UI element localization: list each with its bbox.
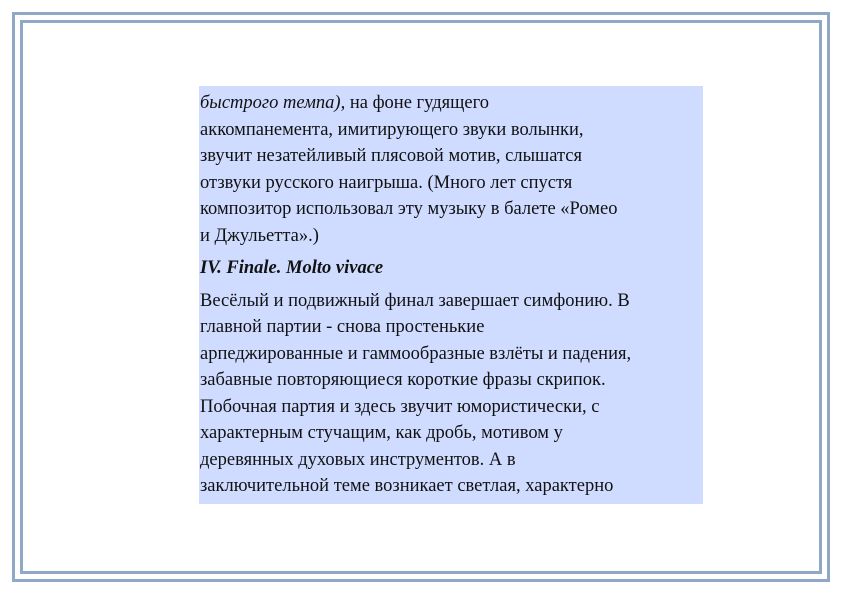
- text-line: заключительной теме возникает светлая, характерно: [200, 476, 614, 496]
- text-line: Побочная партия и здесь звучит юмористически, с: [200, 396, 600, 417]
- line-rest: на фоне гудящего: [345, 93, 489, 113]
- text-block: [199, 86, 703, 504]
- text-line: композитор использовал эту музыку в балете «Ромео: [200, 199, 618, 219]
- text-line: и Джульетта».): [200, 225, 319, 246]
- section-heading-finale: IV. Finale. Molto vivace: [200, 258, 384, 278]
- text-line: Весёлый и подвижный финал завершает симфонию. В: [200, 290, 630, 311]
- text-line: характерным стучащим, как дробь, мотивом у: [200, 423, 563, 443]
- italic-fragment: быстрого темпа),: [200, 93, 346, 113]
- text-line: главной партии - снова простенькие: [200, 317, 485, 337]
- text-line: [200, 90, 703, 117]
- text-line: забавные повторяющиеся короткие фразы скрипок.: [200, 370, 606, 390]
- text-line: арпеджированные и гаммообразные взлёты и падения,: [200, 343, 632, 364]
- text-line: деревянных духовых инструментов. А в: [200, 449, 516, 470]
- text-line: звучит незатейливый плясовой мотив, слышатся: [200, 146, 583, 166]
- paragraph-scherzo-description: [200, 90, 703, 249]
- text-line: отзвуки русского наигрыша. (Много лет спустя: [200, 172, 573, 193]
- paragraph-finale-description: [200, 288, 703, 500]
- text-line: аккомпанемента, имитирующего звуки волынки,: [200, 119, 584, 140]
